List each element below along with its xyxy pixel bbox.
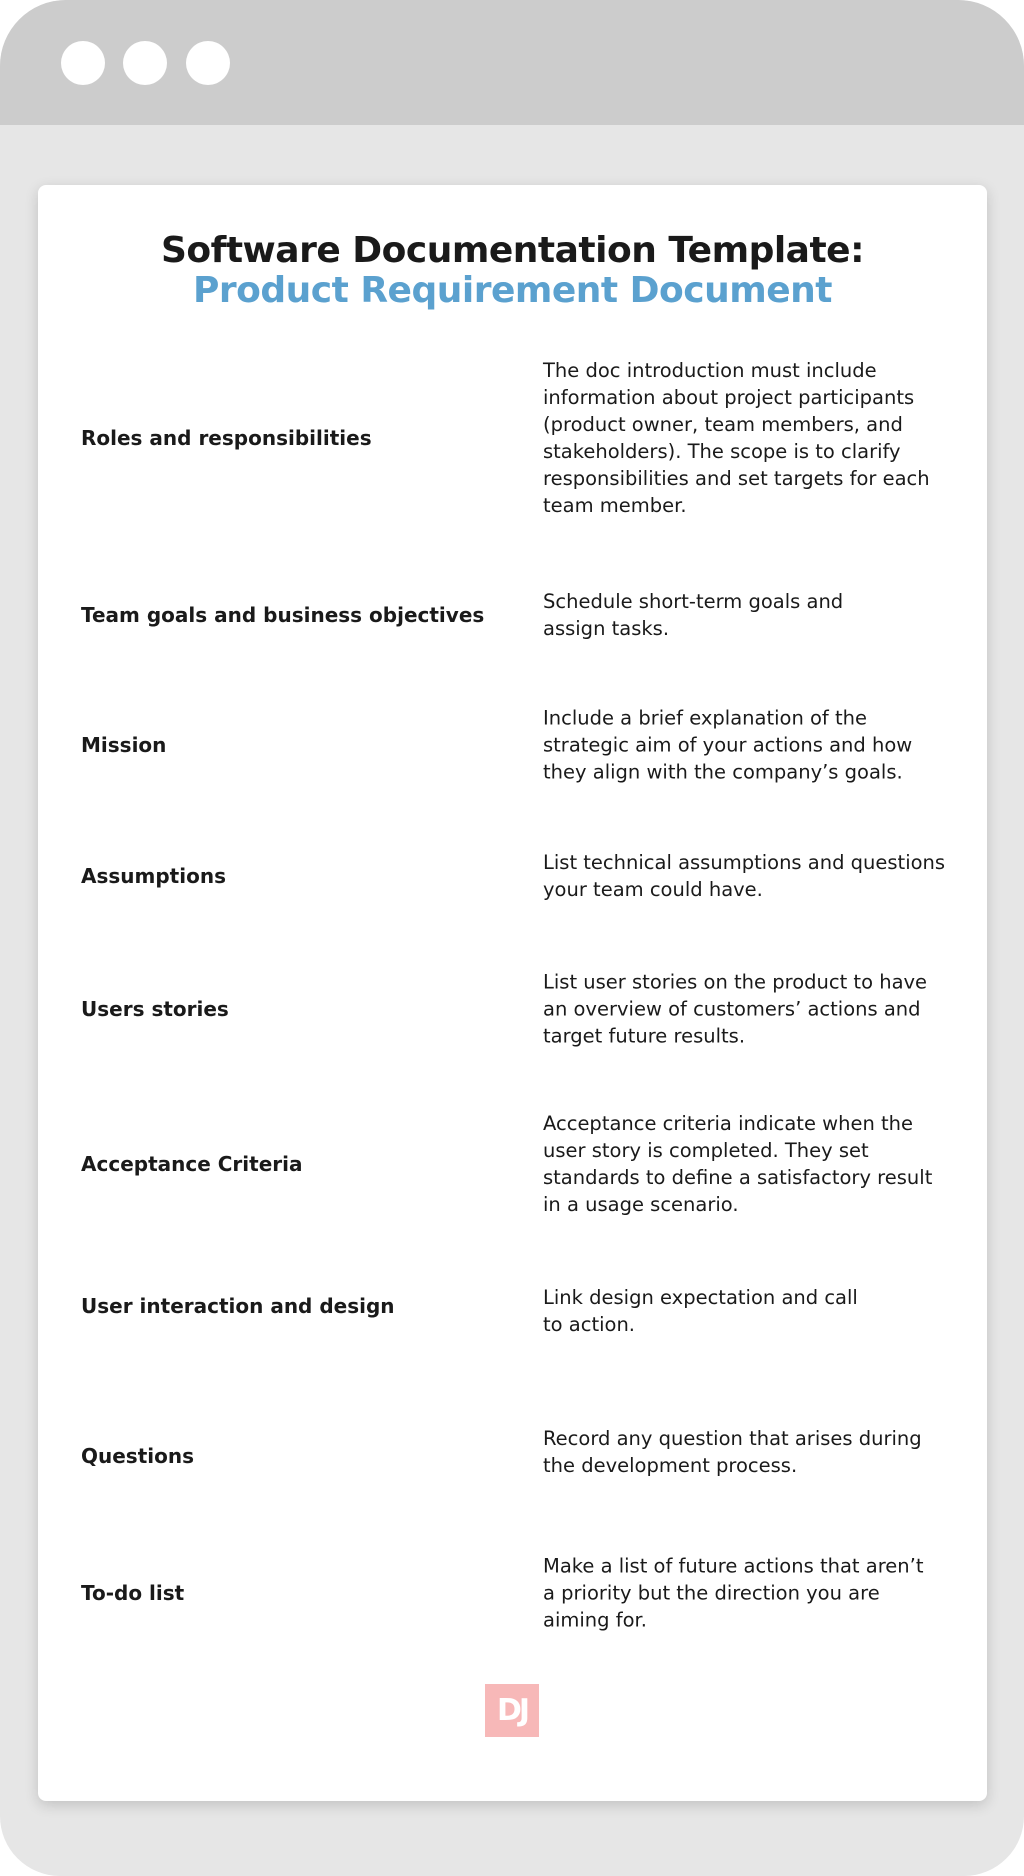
page-title-line-2: Product Requirement Document bbox=[192, 270, 833, 311]
section-label-todo: To-do list bbox=[81, 1581, 185, 1605]
section-label-acceptance-criteria: Acceptance Criteria bbox=[81, 1152, 303, 1176]
section-label-roles: Roles and responsibilities bbox=[81, 426, 372, 450]
section-description-user-stories: List user stories on the product to have an overview of customers’ actions and target future results. bbox=[543, 970, 928, 1048]
section-description-acceptance-criteria: Acceptance criteria indicate when the user story is completed. They set standards to define a satisfactory result in a usage scenario. bbox=[543, 1112, 933, 1216]
page-title bbox=[38, 231, 987, 311]
section-label-user-stories: Users stories bbox=[81, 997, 229, 1021]
section-description-team-goals: Schedule short-term goals and assign tasks. bbox=[543, 590, 844, 640]
section-description-questions: Record any question that arises during the development process. bbox=[543, 1427, 922, 1477]
dj-logo bbox=[485, 1684, 539, 1737]
section-description-roles: The doc introduction must include information about project participants (product owner, team members, and stakeholders). The scope is to clarify responsibilities and set targets for each team member. bbox=[543, 359, 930, 517]
document-card bbox=[38, 185, 987, 1801]
window-control-dot-3[interactable] bbox=[186, 41, 230, 85]
section-description-user-interaction: Link design expectation and call to action. bbox=[543, 1286, 858, 1336]
page-title-line-1: Software Documentation Template: bbox=[161, 230, 864, 271]
section-description-todo: Make a list of future actions that aren’t a priority but the direction you are aiming for. bbox=[543, 1554, 924, 1632]
dj-logo-text: DJ bbox=[496, 1693, 528, 1728]
section-label-user-interaction: User interaction and design bbox=[81, 1294, 395, 1318]
section-label-questions: Questions bbox=[81, 1444, 195, 1468]
section-label-assumptions: Assumptions bbox=[81, 864, 226, 888]
window-control-dot-1[interactable] bbox=[61, 41, 105, 85]
section-description-mission: Include a brief explanation of the strategic aim of your actions and how they align with the company’s goals. bbox=[543, 706, 913, 784]
section-label-mission: Mission bbox=[81, 733, 167, 757]
window-titlebar bbox=[0, 0, 1024, 125]
section-description-assumptions: List technical assumptions and questions your team could have. bbox=[543, 851, 946, 901]
section-label-team-goals: Team goals and business objectives bbox=[81, 603, 485, 627]
window-control-dot-2[interactable] bbox=[123, 41, 167, 85]
